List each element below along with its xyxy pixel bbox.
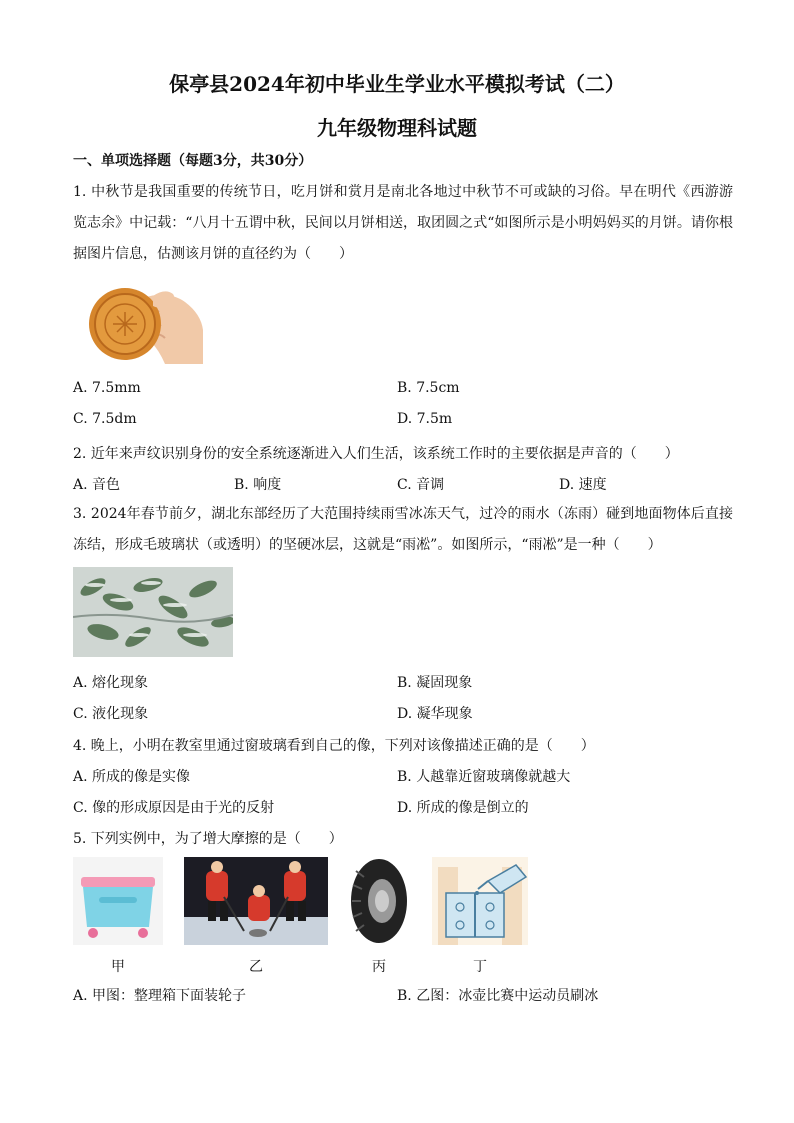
- q4-option-c: C. 像的形成原因是由于光的反射: [73, 800, 275, 816]
- q3-option-a: A. 熔化现象: [73, 675, 149, 691]
- q2-option-c: C. 音调: [397, 477, 445, 493]
- section-heading: 一、单项选择题（每题3分，共30分）: [73, 153, 313, 169]
- q4-option-b: B. 人越靠近窗玻璃像就越大: [397, 769, 571, 785]
- q5-option-b: B. 乙图：冰壶比赛中运动员刷冰: [397, 988, 599, 1004]
- q3-option-d: D. 凝华现象: [397, 706, 473, 722]
- q2-option-a: A. 音色: [73, 477, 121, 493]
- q4-option-d: D. 所成的像是倒立的: [397, 800, 529, 816]
- caption-ding: 丁: [473, 959, 487, 975]
- exam-title: 保亭县2024年初中毕业生学业水平模拟考试（二）: [169, 72, 625, 96]
- tire-image: [348, 857, 410, 945]
- q4-option-a: A. 所成的像是实像: [73, 769, 191, 785]
- caption-yi: 乙: [249, 959, 263, 975]
- q3-option-b: B. 凝固现象: [397, 675, 473, 691]
- q3-option-c: C. 液化现象: [73, 706, 149, 722]
- q1-option-b: B. 7.5cm: [397, 380, 460, 396]
- question-5-text: 5. 下列实例中，为了增大摩擦的是（ ）: [73, 831, 343, 847]
- q2-option-b: B. 响度: [234, 477, 282, 493]
- q1-option-a: A. 7.5mm: [73, 380, 141, 396]
- exam-subtitle: 九年级物理科试题: [317, 116, 477, 140]
- q5-option-a: A. 甲图：整理箱下面装轮子: [73, 988, 247, 1004]
- storage-box-image: [73, 857, 163, 945]
- curling-image: [184, 857, 328, 945]
- q1-option-c: C. 7.5dm: [73, 411, 137, 427]
- question-1-text: 1. 中秋节是我国重要的传统节日，吃月饼和赏月是南北各地过中秋节不可或缺的习俗。早在明代《西游游览志余》中记载：“八月十五谓中秋，民间以月饼相送，取团圆之式“如图所示是小明妈妈买的月饼。请你根据图片信息，估测该月饼的直径约为（ ）: [73, 184, 733, 262]
- rime-ice-image: [73, 567, 233, 657]
- q1-option-d: D. 7.5m: [397, 411, 453, 427]
- question-2-text: 2. 近年来声纹识别身份的安全系统逐渐进入人们生活，该系统工作时的主要依据是声音的（ ）: [73, 446, 679, 462]
- question-4-text: 4. 晚上，小明在教室里通过窗玻璃看到自己的像，下列对该像描述正确的是（ ）: [73, 738, 595, 754]
- mooncake-image: [73, 280, 203, 364]
- caption-jia: 甲: [111, 959, 125, 975]
- question-3-text: 3. 2024年春节前夕，湖北东部经历了大范围持续雨雪冰冻天气，过冷的雨水（冻雨）碰到地面物体后直接冻结，形成毛玻璃状（或透明）的坚硬冰层，这就是“雨凇”。如图所示，“雨凇”是一种（ ）: [73, 506, 733, 553]
- q2-option-d: D. 速度: [559, 477, 607, 493]
- caption-bing: 丙: [372, 959, 386, 975]
- hinge-oil-image: [432, 857, 528, 945]
